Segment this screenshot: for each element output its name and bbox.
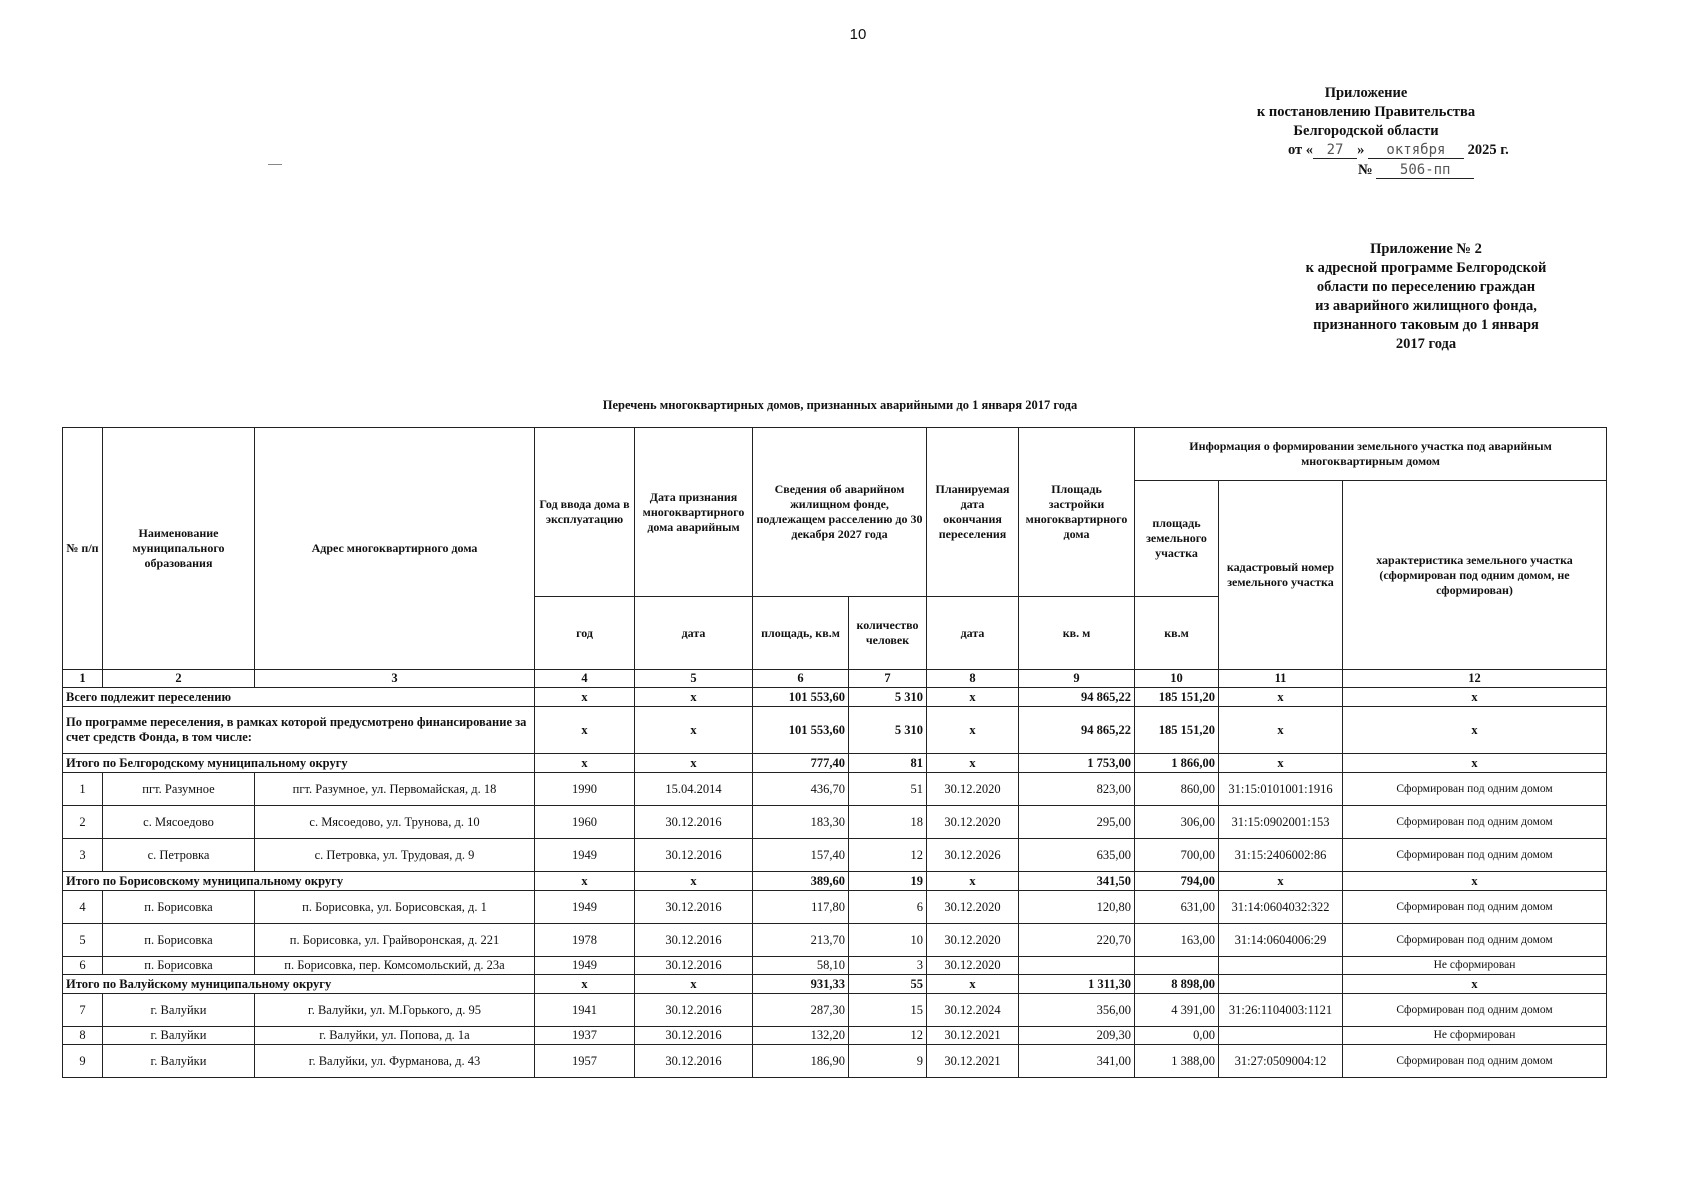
row-planned-date: 30.12.2020	[927, 891, 1019, 924]
group-total-planned: x	[927, 975, 1019, 994]
group-total-year: x	[535, 975, 635, 994]
unit-sqm: кв. м	[1019, 597, 1135, 670]
row-built-area: 356,00	[1019, 994, 1135, 1027]
column-number: 10	[1135, 670, 1219, 688]
group-total-row	[63, 754, 1607, 773]
group-total-label: Итого по Белгородскому муниципальному округу	[63, 754, 535, 773]
row-people: 15	[849, 994, 927, 1027]
row-people: 10	[849, 924, 927, 957]
group-total-row	[63, 975, 1607, 994]
row-cadastral: 31:15:2406002:86	[1219, 839, 1343, 872]
unit-sqm2: кв.м	[1135, 597, 1219, 670]
unit-date2: дата	[927, 597, 1019, 670]
header-planned-date: Планируемая дата окончания переселения	[927, 428, 1019, 597]
header-land-area: площадь земельного участка	[1135, 481, 1219, 597]
row-cadastral: 31:15:0101001:1916	[1219, 773, 1343, 806]
row-area: 157,40	[753, 839, 849, 872]
row-land-area: 631,00	[1135, 891, 1219, 924]
row-cadastral: 31:14:0604032:322	[1219, 891, 1343, 924]
unit-area: площадь, кв.м	[753, 597, 849, 670]
appendix-line: из аварийного жилищного фонда,	[1315, 298, 1537, 314]
group-total-area: 389,60	[753, 872, 849, 891]
date-year: 2025 г.	[1467, 142, 1509, 158]
group-total-planned: x	[927, 872, 1019, 891]
row-recognition-date: 30.12.2016	[635, 957, 753, 975]
group-total-people: 19	[849, 872, 927, 891]
program-built: 94 865,22	[1019, 707, 1135, 754]
unit-year: год	[535, 597, 635, 670]
group-total-land: 8 898,00	[1135, 975, 1219, 994]
total-date: x	[635, 688, 753, 707]
row-area: 132,20	[753, 1027, 849, 1045]
group-total-date: x	[635, 872, 753, 891]
table-title: Перечень многоквартирных домов, признанных аварийными до 1 января 2017 года	[602, 398, 1078, 412]
row-people: 51	[849, 773, 927, 806]
row-land-area: 0,00	[1135, 1027, 1219, 1045]
appendix-line: признанного таковым до 1 января	[1313, 317, 1539, 333]
row-cadastral	[1219, 957, 1343, 975]
appendix-line: к адресной программе Белгородской	[1305, 260, 1547, 276]
row-planned-date: 30.12.2021	[927, 1027, 1019, 1045]
page-number: 10	[849, 26, 867, 43]
row-characteristic: Сформирован под одним домом	[1343, 994, 1607, 1027]
row-planned-date: 30.12.2020	[927, 806, 1019, 839]
program-date: x	[635, 707, 753, 754]
group-total-date: x	[635, 975, 753, 994]
column-number: 8	[927, 670, 1019, 688]
row-num: 5	[63, 924, 103, 957]
group-total-characteristic: x	[1343, 754, 1607, 773]
row-characteristic: Сформирован под одним домом	[1343, 891, 1607, 924]
unit-people: количество человек	[849, 597, 927, 670]
row-address: п. Борисовка, ул. Борисовская, д. 1	[255, 891, 535, 924]
program-label: По программе переселения, в рамках которой предусмотрено финансирование за счет средств Фонда, в том числе:	[63, 707, 535, 754]
row-municipality: г. Валуйки	[103, 1045, 255, 1078]
table-row	[63, 924, 1607, 957]
row-address: г. Валуйки, ул. Попова, д. 1а	[255, 1027, 535, 1045]
row-land-area: 860,00	[1135, 773, 1219, 806]
num-value: 506-пп	[1376, 162, 1474, 179]
group-total-characteristic: x	[1343, 872, 1607, 891]
row-year: 1990	[535, 773, 635, 806]
total-people: 5 310	[849, 688, 927, 707]
table-row	[63, 1045, 1607, 1078]
row-built-area: 341,00	[1019, 1045, 1135, 1078]
row-planned-date: 30.12.2020	[927, 773, 1019, 806]
row-area: 186,90	[753, 1045, 849, 1078]
row-municipality: г. Валуйки	[103, 994, 255, 1027]
program-land: 185 151,20	[1135, 707, 1219, 754]
row-planned-date: 30.12.2020	[927, 924, 1019, 957]
table-row	[63, 994, 1607, 1027]
row-characteristic: Сформирован под одним домом	[1343, 924, 1607, 957]
total-built: 94 865,22	[1019, 688, 1135, 707]
row-recognition-date: 30.12.2016	[635, 924, 753, 957]
row-people: 12	[849, 839, 927, 872]
row-recognition-date: 30.12.2016	[635, 994, 753, 1027]
row-land-area	[1135, 957, 1219, 975]
row-municipality: г. Валуйки	[103, 1027, 255, 1045]
houses-table	[62, 427, 1607, 1078]
group-total-year: x	[535, 754, 635, 773]
row-municipality: п. Борисовка	[103, 957, 255, 975]
column-number: 1	[63, 670, 103, 688]
header-characteristic: характеристика земельного участка (сформирован под одним домом, не сформирован)	[1343, 481, 1607, 670]
column-number: 6	[753, 670, 849, 688]
row-municipality: с. Петровка	[103, 839, 255, 872]
row-cadastral: 31:27:0509004:12	[1219, 1045, 1343, 1078]
group-total-cadastral: x	[1219, 872, 1343, 891]
group-total-built: 1 753,00	[1019, 754, 1135, 773]
group-total-built: 341,50	[1019, 872, 1135, 891]
header-cadastral: кадастровый номер земельного участка	[1219, 481, 1343, 670]
resolution-date	[1288, 142, 1509, 159]
total-label: Всего подлежит переселению	[63, 688, 535, 707]
row-municipality: п. Борисовка	[103, 891, 255, 924]
table-row	[63, 773, 1607, 806]
row-address: г. Валуйки, ул. М.Горького, д. 95	[255, 994, 535, 1027]
table-row	[63, 839, 1607, 872]
group-total-land: 1 866,00	[1135, 754, 1219, 773]
header-land-info: Информация о формировании земельного участка под аварийным многоквартирным домом	[1135, 428, 1607, 481]
row-address: г. Валуйки, ул. Фурманова, д. 43	[255, 1045, 535, 1078]
column-numbers-row	[63, 670, 1607, 688]
row-area: 117,80	[753, 891, 849, 924]
group-total-label: Итого по Борисовскому муниципальному округу	[63, 872, 535, 891]
row-characteristic: Не сформирован	[1343, 1027, 1607, 1045]
row-year: 1937	[535, 1027, 635, 1045]
column-number: 2	[103, 670, 255, 688]
program-planned: x	[927, 707, 1019, 754]
appendix-line: Приложение № 2	[1370, 241, 1482, 257]
header-built-area: Площадь застройки многоквартирного дома	[1019, 428, 1135, 597]
total-planned: x	[927, 688, 1019, 707]
appendix-resolution-block	[1236, 84, 1496, 141]
header-year: Год ввода дома в эксплуатацию	[535, 428, 635, 597]
row-cadastral: 31:26:1104003:1121	[1219, 994, 1343, 1027]
date-day: 27	[1313, 142, 1357, 159]
row-characteristic: Не сформирован	[1343, 957, 1607, 975]
row-people: 6	[849, 891, 927, 924]
group-total-area: 777,40	[753, 754, 849, 773]
row-area: 213,70	[753, 924, 849, 957]
row-cadastral: 31:14:0604006:29	[1219, 924, 1343, 957]
row-built-area: 823,00	[1019, 773, 1135, 806]
appendix-line: 2017 года	[1395, 336, 1457, 352]
total-land: 185 151,20	[1135, 688, 1219, 707]
program-characteristic: x	[1343, 707, 1607, 754]
column-number: 9	[1019, 670, 1135, 688]
total-cadastral: x	[1219, 688, 1343, 707]
group-total-people: 55	[849, 975, 927, 994]
row-cadastral	[1219, 1027, 1343, 1045]
row-address: с. Мясоедово, ул. Трунова, д. 10	[255, 806, 535, 839]
row-num: 6	[63, 957, 103, 975]
group-total-date: x	[635, 754, 753, 773]
row-people: 9	[849, 1045, 927, 1078]
column-number: 7	[849, 670, 927, 688]
appendix-line: области по переселению граждан	[1316, 279, 1536, 295]
row-built-area	[1019, 957, 1135, 975]
row-year: 1957	[535, 1045, 635, 1078]
row-built-area: 209,30	[1019, 1027, 1135, 1045]
row-num: 8	[63, 1027, 103, 1045]
header-recognition-date: Дата признания многоквартирного дома аварийным	[635, 428, 753, 597]
table-body	[63, 670, 1607, 1078]
date-prefix: от «	[1288, 142, 1314, 158]
row-num: 1	[63, 773, 103, 806]
row-num: 4	[63, 891, 103, 924]
row-year: 1941	[535, 994, 635, 1027]
row-num: 9	[63, 1045, 103, 1078]
appendix-program-block	[1266, 240, 1586, 354]
row-built-area: 295,00	[1019, 806, 1135, 839]
row-built-area: 220,70	[1019, 924, 1135, 957]
group-total-row	[63, 872, 1607, 891]
row-characteristic: Сформирован под одним домом	[1343, 839, 1607, 872]
date-mid: »	[1357, 142, 1365, 158]
row-planned-date: 30.12.2024	[927, 994, 1019, 1027]
row-recognition-date: 15.04.2014	[635, 773, 753, 806]
appendix-line: к постановлению Правительства	[1256, 104, 1476, 120]
row-built-area: 120,80	[1019, 891, 1135, 924]
row-year: 1978	[535, 924, 635, 957]
row-cadastral: 31:15:0902001:153	[1219, 806, 1343, 839]
table-row	[63, 891, 1607, 924]
group-total-area: 931,33	[753, 975, 849, 994]
row-land-area: 306,00	[1135, 806, 1219, 839]
row-address: п. Борисовка, ул. Грайворонская, д. 221	[255, 924, 535, 957]
total-characteristic: x	[1343, 688, 1607, 707]
total-area: 101 553,60	[753, 688, 849, 707]
row-recognition-date: 30.12.2016	[635, 839, 753, 872]
row-built-area: 635,00	[1019, 839, 1135, 872]
program-cadastral: x	[1219, 707, 1343, 754]
program-area: 101 553,60	[753, 707, 849, 754]
group-total-cadastral	[1219, 975, 1343, 994]
row-num: 7	[63, 994, 103, 1027]
row-recognition-date: 30.12.2016	[635, 1045, 753, 1078]
column-number: 5	[635, 670, 753, 688]
row-people: 12	[849, 1027, 927, 1045]
row-characteristic: Сформирован под одним домом	[1343, 773, 1607, 806]
row-people: 3	[849, 957, 927, 975]
row-area: 58,10	[753, 957, 849, 975]
group-total-built: 1 311,30	[1019, 975, 1135, 994]
row-address: пгт. Разумное, ул. Первомайская, д. 18	[255, 773, 535, 806]
row-planned-date: 30.12.2026	[927, 839, 1019, 872]
group-total-characteristic: x	[1343, 975, 1607, 994]
program-people: 5 310	[849, 707, 927, 754]
row-area: 436,70	[753, 773, 849, 806]
row-num: 2	[63, 806, 103, 839]
total-program-row	[63, 707, 1607, 754]
group-total-planned: x	[927, 754, 1019, 773]
row-address: с. Петровка, ул. Трудовая, д. 9	[255, 839, 535, 872]
table-row	[63, 957, 1607, 975]
row-year: 1949	[535, 891, 635, 924]
row-planned-date: 30.12.2020	[927, 957, 1019, 975]
row-address: п. Борисовка, пер. Комсомольский, д. 23а	[255, 957, 535, 975]
row-land-area: 163,00	[1135, 924, 1219, 957]
row-municipality: пгт. Разумное	[103, 773, 255, 806]
num-prefix: №	[1358, 162, 1373, 178]
row-people: 18	[849, 806, 927, 839]
group-total-year: x	[535, 872, 635, 891]
row-land-area: 700,00	[1135, 839, 1219, 872]
row-municipality: п. Борисовка	[103, 924, 255, 957]
column-number: 4	[535, 670, 635, 688]
header-num: № п/п	[63, 428, 103, 670]
row-land-area: 1 388,00	[1135, 1045, 1219, 1078]
resolution-number	[1358, 162, 1474, 179]
total-all-row	[63, 688, 1607, 707]
stray-mark	[268, 164, 282, 165]
column-number: 3	[255, 670, 535, 688]
column-number: 11	[1219, 670, 1343, 688]
column-number: 12	[1343, 670, 1607, 688]
row-land-area: 4 391,00	[1135, 994, 1219, 1027]
header-fund-info: Сведения об аварийном жилищном фонде, подлежащем расселению до 30 декабря 2027 года	[753, 428, 927, 597]
group-total-label: Итого по Валуйскому муниципальному округу	[63, 975, 535, 994]
row-recognition-date: 30.12.2016	[635, 1027, 753, 1045]
program-year: x	[535, 707, 635, 754]
row-num: 3	[63, 839, 103, 872]
row-year: 1949	[535, 957, 635, 975]
total-year: x	[535, 688, 635, 707]
row-year: 1960	[535, 806, 635, 839]
row-recognition-date: 30.12.2016	[635, 891, 753, 924]
row-characteristic: Сформирован под одним домом	[1343, 1045, 1607, 1078]
unit-date: дата	[635, 597, 753, 670]
table-row	[63, 1027, 1607, 1045]
row-area: 287,30	[753, 994, 849, 1027]
header-address: Адрес многоквартирного дома	[255, 428, 535, 670]
appendix-line: Белгородской области	[1293, 123, 1439, 139]
table-row	[63, 806, 1607, 839]
row-area: 183,30	[753, 806, 849, 839]
header-municipality: Наименование муниципального образования	[103, 428, 255, 670]
row-recognition-date: 30.12.2016	[635, 806, 753, 839]
group-total-cadastral: x	[1219, 754, 1343, 773]
row-characteristic: Сформирован под одним домом	[1343, 806, 1607, 839]
group-total-people: 81	[849, 754, 927, 773]
date-month: октября	[1368, 142, 1464, 159]
group-total-land: 794,00	[1135, 872, 1219, 891]
row-planned-date: 30.12.2021	[927, 1045, 1019, 1078]
row-municipality: с. Мясоедово	[103, 806, 255, 839]
row-year: 1949	[535, 839, 635, 872]
appendix-line: Приложение	[1324, 85, 1408, 101]
